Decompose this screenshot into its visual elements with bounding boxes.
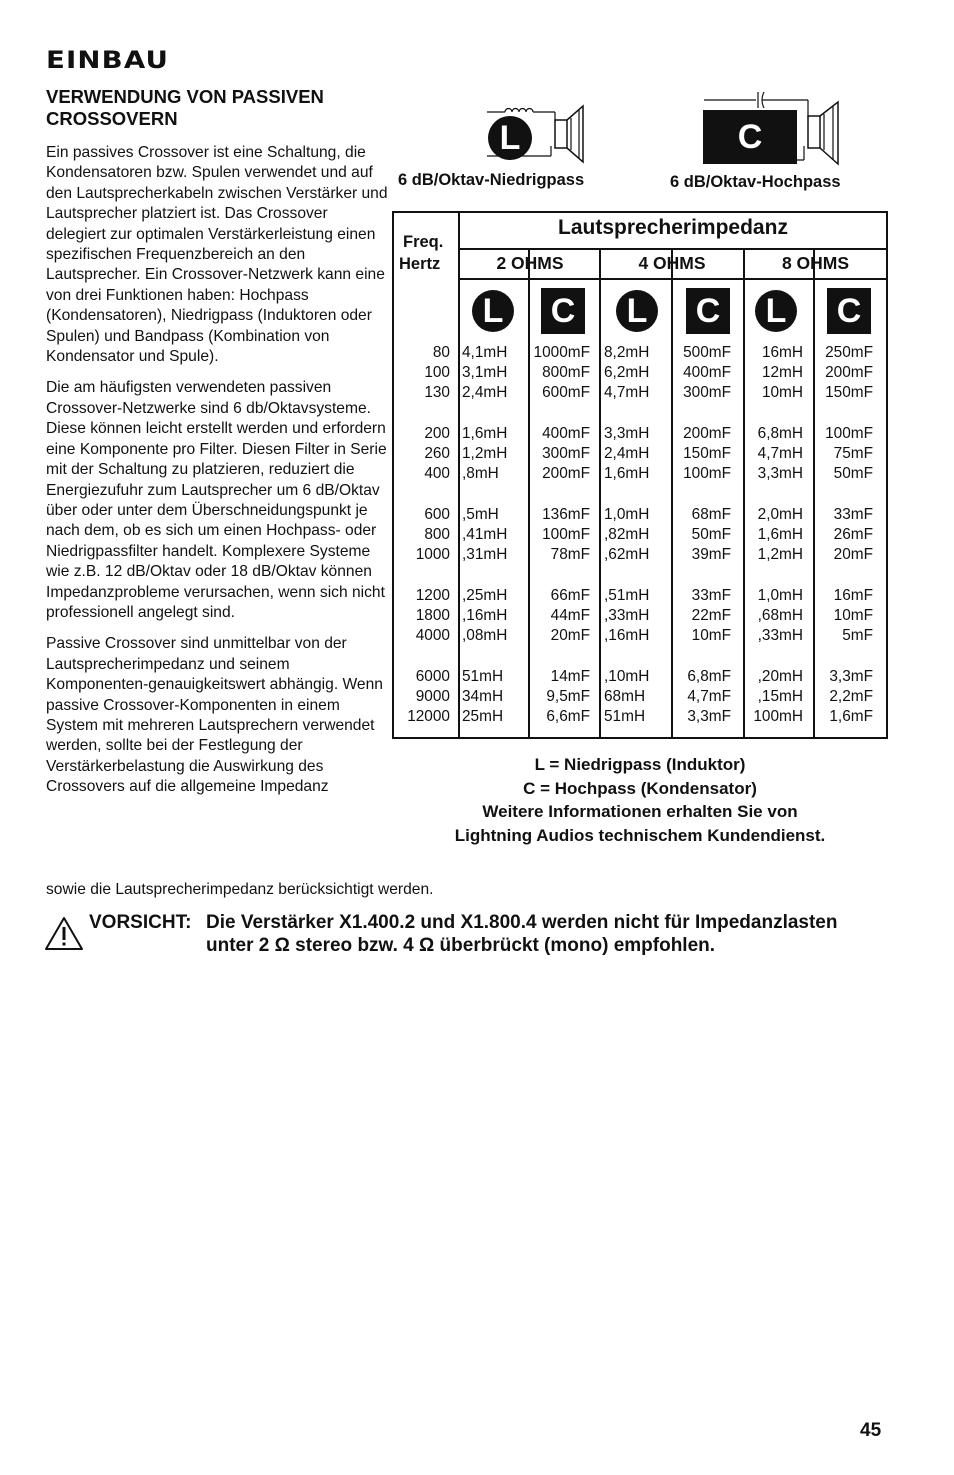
inductor-value-cell: ,16mH [604, 627, 650, 645]
inductor-value-cell: ,20mH [757, 668, 803, 685]
inductor-value-cell: 4,7mH [604, 384, 650, 402]
capacitor-value-cell: 16mF [833, 587, 873, 604]
inductor-value-cell: ,31mH [462, 546, 508, 564]
legend-line: C = Hochpass (Kondensator) [523, 778, 757, 798]
capacitor-value-cell: 75mF [833, 445, 873, 463]
inductor-value-cell: 4,1mH [462, 344, 508, 361]
capacitor-value-cell: 5mF [842, 627, 873, 645]
inductor-value-cell: ,62mH [604, 546, 650, 564]
inductor-value-cell: ,41mH [462, 526, 508, 544]
capacitor-value-cell: 10mF [691, 627, 731, 645]
inductor-value-cell: ,82mH [604, 526, 650, 544]
capacitor-value-cell: 6,6mF [546, 708, 590, 726]
inductor-value-cell: 4,7mH [757, 445, 803, 463]
freq-cell: 9000 [415, 688, 450, 706]
inductor-value-cell: 8,2mH [604, 344, 650, 361]
legend [392, 753, 888, 847]
hertz-header: Hertz [399, 255, 441, 273]
capacitor-value-cell: 600mF [542, 384, 590, 402]
capacitor-value-cell: 400mF [542, 425, 590, 442]
capacitor-value-cell: 39mF [691, 546, 731, 564]
freq-cell: 600 [424, 506, 450, 523]
capacitor-value-cell: 68mF [691, 506, 731, 523]
badge-inductor: L [472, 290, 514, 332]
capacitor-value-cell: 150mF [825, 384, 873, 402]
inductor-value-cell: 1,0mH [604, 506, 650, 523]
inductor-value-cell: ,16mH [462, 607, 508, 625]
inductor-value-cell: 2,4mH [462, 384, 508, 402]
capacitor-value-cell: 44mF [550, 607, 590, 625]
capacitor-value-cell: 1,6mF [829, 708, 873, 726]
subheading: VERWENDUNG VON PASSIVEN CROSSOVERN [46, 86, 324, 129]
capacitor-value-cell: 800mF [542, 364, 590, 382]
inductor-value-cell: ,51mH [604, 587, 650, 604]
inductor-value-cell: ,5mH [462, 506, 499, 523]
capacitor-value-cell: 66mF [550, 587, 590, 604]
capacitor-value-cell: 22mF [691, 607, 731, 625]
freq-cell: 4000 [415, 627, 450, 645]
table-divider [528, 250, 530, 737]
ohms-2-header: 2 OHMS [496, 253, 564, 273]
table-divider [458, 278, 886, 280]
table-title: Lautsprecherimpedanz [558, 216, 788, 239]
table-divider [671, 250, 673, 737]
body-text [46, 143, 391, 809]
capacitor-value-cell: 4,7mF [687, 688, 731, 706]
capacitor-value-cell: 200mF [542, 465, 590, 483]
inductor-value-cell: 12mH [761, 364, 803, 382]
freq-cell: 80 [432, 344, 450, 361]
capacitor-value-cell: 300mF [542, 445, 590, 463]
warning-text: Die Verstärker X1.400.2 und X1.800.4 werden nicht für Impedanzlasten unter 2 Ω stereo bzw. 4 Ω überbrückt (mono) empfohlen. [206, 912, 838, 956]
lowpass-caption: 6 dB/Oktav-Niedrigpass [398, 171, 585, 189]
section-title: EINBAU [46, 46, 170, 74]
impedance-table [392, 211, 888, 739]
inductor-value-cell: ,33mH [604, 607, 650, 625]
warning-triangle-icon [44, 916, 84, 952]
inductor-value-cell: 2,0mH [757, 506, 803, 523]
inductor-value-cell: 2,4mH [604, 445, 650, 463]
capacitor-value-cell: 200mF [825, 364, 873, 382]
inductor-value-cell: 34mH [462, 688, 504, 706]
inductor-value-cell: ,8mH [462, 465, 499, 483]
freq-cell: 1000 [415, 546, 450, 564]
capacitor-value-cell: 20mF [833, 546, 873, 564]
page-number: 45 [860, 1420, 882, 1441]
capacitor-value-cell: 200mF [683, 425, 731, 442]
freq-header: Freq. [403, 233, 444, 251]
table-divider [599, 250, 601, 737]
freq-cell: 400 [424, 465, 450, 483]
freq-cell: 260 [424, 445, 450, 463]
capacitor-value-cell: 100mF [683, 465, 731, 483]
capacitor-value-cell: 78mF [550, 546, 590, 564]
capacitor-value-cell: 6,8mF [687, 668, 731, 685]
capacitor-value-cell: 100mF [542, 526, 590, 544]
inductor-value-cell: 1,6mH [462, 425, 508, 442]
badge-capacitor: C [827, 288, 871, 334]
paragraph-3: Passive Crossover sind unmittelbar von der Lautsprecherimpedanz und seinem Komponenten-genauigkeitswert abhängig. Wenn passive Crossover-Komponenten in einem System mit mehreren Lautsprechern verwendet werden, sollte bei der Festlegung der Verstärkerbelastung die Auswirkung des Crossovers auf die allgemeine Impedanz [46, 635, 383, 796]
freq-cell: 200 [424, 425, 450, 442]
capacitor-value-cell: 100mF [825, 425, 873, 442]
freq-cell: 800 [424, 526, 450, 544]
inductor-value-cell: 1,2mH [462, 445, 508, 463]
ohms-4-header: 4 OHMS [638, 253, 706, 273]
capacitor-value-cell: 300mF [683, 384, 731, 402]
capacitor-value-cell: 33mF [691, 587, 731, 604]
capacitor-value-cell: 136mF [542, 506, 590, 523]
capacitor-value-cell: 20mF [550, 627, 590, 645]
inductor-value-cell: 1,6mH [604, 465, 650, 483]
capacitor-value-cell: 50mF [833, 465, 873, 483]
table-divider [813, 250, 815, 737]
legend-line: Weitere Informationen erhalten Sie von [482, 802, 798, 821]
badge-capacitor: C [686, 288, 730, 334]
capacitor-value-cell: 2,2mF [829, 688, 873, 706]
inductor-value-cell: ,68mH [757, 607, 803, 625]
paragraph-3-end: sowie die Lautsprecherimpedanz berücksichtigt werden. [46, 881, 434, 898]
lowpass-badge-l: L [488, 116, 532, 160]
inductor-value-cell: 16mH [761, 344, 803, 361]
inductor-value-cell: 1,0mH [757, 587, 803, 604]
capacitor-value-cell: 10mF [833, 607, 873, 625]
capacitor-value-cell: 1000mF [533, 344, 590, 361]
freq-cell: 130 [424, 384, 450, 402]
inductor-value-cell: ,25mH [462, 587, 508, 604]
capacitor-value-cell: 26mF [833, 526, 873, 544]
freq-cell: 12000 [407, 708, 450, 726]
capacitor-value-cell: 3,3mF [687, 708, 731, 726]
inductor-value-cell: 10mH [761, 384, 803, 402]
ohms-8-header: 8 OHMS [781, 253, 850, 273]
inductor-value-cell: 6,8mH [757, 425, 803, 442]
badge-capacitor: C [541, 288, 585, 334]
highpass-badge-c: C [703, 110, 797, 164]
inductor-value-cell: 1,6mH [757, 526, 803, 544]
paragraph-2: Die am häufigsten verwendeten passiven Crossover-Netzwerke sind 6 db/Oktavsysteme. Diese können leicht erstellt werden und erfordern eine Komponente pro Filter. Diesen Filter in Serie mit der Schaltung zu platzieren, reduziert die Energiezufuhr zum Lautsprecher um 6 dB/Oktav über oder unter dem Überschneidungspunkt je nach dem, ob es sich um einen Hochpass- oder Niedrigpassfilter handelt. Komplexere Systeme wie z.B. 12 dB/Oktav oder 18 dB/Oktav können Impedanzprobleme verursachen, wenn sich nicht professionell angelegt sind. [46, 379, 387, 621]
inductor-value-cell: ,15mH [757, 688, 803, 706]
inductor-value-cell: ,08mH [462, 627, 508, 645]
inductor-value-cell: 1,2mH [757, 546, 803, 564]
badge-inductor: L [616, 290, 658, 332]
capacitor-value-cell: 33mF [833, 506, 873, 523]
inductor-value-cell: 51mH [604, 708, 646, 726]
capacitor-value-cell: 250mF [825, 344, 873, 361]
capacitor-value-cell: 500mF [683, 344, 731, 361]
inductor-value-cell: 3,3mH [604, 425, 650, 442]
freq-cell: 100 [424, 364, 450, 382]
table-divider [458, 213, 460, 737]
inductor-value-cell: 51mH [462, 668, 504, 685]
legend-line: Lightning Audios technischem Kundendienst. [454, 825, 826, 845]
table-divider [743, 250, 745, 737]
warning-label: VORSICHT: [89, 912, 192, 933]
freq-cell: 1800 [415, 607, 450, 625]
freq-cell: 1200 [415, 587, 450, 604]
inductor-value-cell: 3,3mH [757, 465, 803, 483]
legend-line: L = Niedrigpass (Induktor) [534, 755, 746, 774]
inductor-value-cell: ,33mH [757, 627, 803, 645]
capacitor-value-cell: 50mF [691, 526, 731, 544]
inductor-value-cell: 3,1mH [462, 364, 508, 382]
table-divider [458, 248, 886, 250]
capacitor-value-cell: 9,5mF [546, 688, 590, 706]
capacitor-value-cell: 3,3mF [829, 668, 873, 685]
inductor-value-cell: 100mH [753, 708, 803, 726]
capacitor-value-cell: 150mF [683, 445, 731, 463]
highpass-caption: 6 dB/Oktav-Hochpass [670, 173, 841, 191]
freq-cell: 6000 [415, 668, 450, 685]
inductor-value-cell: ,10mH [604, 668, 650, 685]
inductor-value-cell: 25mH [462, 708, 504, 726]
inductor-value-cell: 6,2mH [604, 364, 650, 382]
inductor-value-cell: 68mH [604, 688, 646, 706]
badge-inductor: L [755, 290, 797, 332]
capacitor-value-cell: 400mF [683, 364, 731, 382]
paragraph-1: Ein passives Crossover ist eine Schaltung, die Kondensatoren bzw. Spulen verwendet und auf den Lautsprecherkabeln zwischen Verstärker und Lautsprecher platziert ist. Das Crossover delegiert zur optimalen Verstärkerleistung einen spezifischen Frequenzbereich an den Lautsprecher. Ein Crossover-Netzwerk kann eine von drei Funktionen haben: Hochpass (Kondensatoren), Niedrigpass (Induktoren oder Spulen) und Bandpass (Kombination von Kondensator und Spule). [46, 144, 388, 366]
capacitor-value-cell: 14mF [550, 668, 590, 685]
